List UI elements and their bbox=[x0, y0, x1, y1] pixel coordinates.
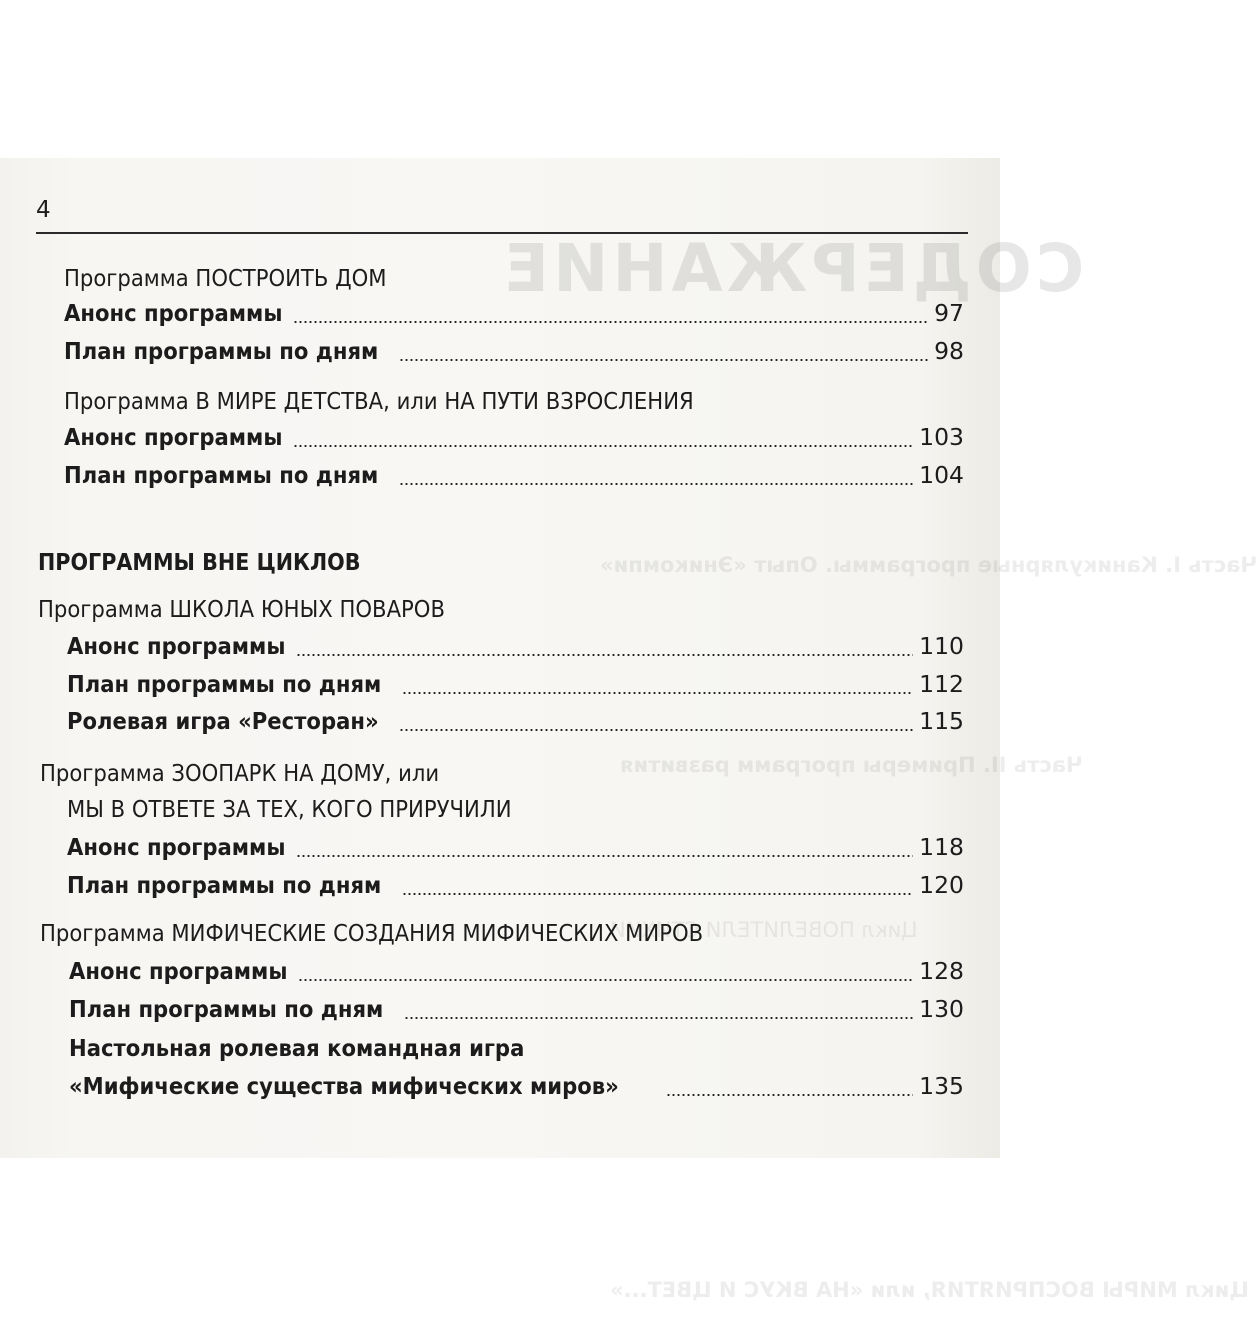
program-title: Программа ПОСТРОИТЬ ДОМ bbox=[64, 266, 387, 292]
toc-entry-row bbox=[0, 992, 1000, 1026]
leader-dots bbox=[399, 359, 928, 361]
section-heading: ПРОГРАММЫ ВНЕ ЦИКЛОВ bbox=[38, 548, 361, 576]
toc-entry-row bbox=[0, 458, 1000, 492]
toc-entry-announce[interactable] bbox=[64, 296, 964, 330]
page-reference: 104 bbox=[919, 461, 964, 489]
entry-label: «Мифические существа мифических миров» bbox=[69, 1072, 619, 1100]
leader-dots bbox=[402, 893, 913, 895]
program-title: Программа ШКОЛА ЮНЫХ ПОВАРОВ bbox=[38, 597, 445, 623]
leader-dots bbox=[296, 654, 913, 656]
toc-entry-board-game[interactable] bbox=[69, 1069, 964, 1103]
leader-dots bbox=[404, 1017, 913, 1019]
entry-label: Анонс программы bbox=[64, 299, 283, 327]
bleed-through-title: СОДЕРЖАНИЕ bbox=[500, 230, 1085, 307]
toc-entry-row bbox=[0, 334, 1000, 368]
toc-program-title-row bbox=[0, 593, 1000, 627]
leader-dots bbox=[399, 483, 913, 485]
entry-label: Анонс программы bbox=[67, 632, 286, 660]
toc-entry-row bbox=[0, 629, 1000, 663]
toc-entry-row bbox=[0, 420, 1000, 454]
toc-entry-plan[interactable] bbox=[64, 334, 964, 368]
entry-label: Анонс программы bbox=[69, 957, 288, 985]
header-rule bbox=[36, 232, 968, 234]
page-reference: 97 bbox=[934, 299, 964, 327]
page-reference: 118 bbox=[919, 833, 964, 861]
leader-dots bbox=[666, 1094, 913, 1096]
program-title: Программа В МИРЕ ДЕТСТВА, или НА ПУТИ ВЗРОСЛЕНИЯ bbox=[64, 389, 694, 415]
entry-label: Ролевая игра «Ресторан» bbox=[67, 707, 379, 735]
bleed-through-line: Часть II. Примеры программ развития bbox=[620, 753, 1083, 777]
bleed-through-line: Часть I. Каникулярные программы. Опыт «Эникомпи» bbox=[600, 553, 1257, 577]
toc-entry-plan[interactable] bbox=[67, 667, 964, 701]
toc-entry-plan[interactable] bbox=[67, 868, 964, 902]
toc-program-title-row bbox=[0, 262, 1000, 296]
entry-label-line[interactable]: Настольная ролевая командная игра bbox=[69, 1034, 525, 1062]
leader-dots bbox=[296, 855, 913, 857]
toc-entry-row bbox=[0, 296, 1000, 330]
toc-program-title-row bbox=[0, 793, 1000, 827]
toc-program-title-row bbox=[0, 385, 1000, 419]
toc-entry-row bbox=[0, 954, 1000, 988]
bleed-through-line: Цикл ПОВЕЛИТЕЛИ СТИХИИ bbox=[610, 918, 918, 942]
program-title-continuation: МЫ В ОТВЕТЕ ЗА ТЕХ, КОГО ПРИРУЧИЛИ bbox=[67, 797, 512, 823]
toc-entry-announce[interactable] bbox=[69, 954, 964, 988]
page-reference: 110 bbox=[919, 632, 964, 660]
toc-entry-row bbox=[0, 704, 1000, 738]
entry-label: Анонс программы bbox=[67, 833, 286, 861]
toc-entry-plan[interactable] bbox=[64, 458, 964, 492]
toc-section-row bbox=[0, 545, 1000, 579]
toc-entry-roleplay[interactable] bbox=[67, 704, 964, 738]
toc-entry-announce[interactable] bbox=[64, 420, 964, 454]
toc-program-title-row bbox=[0, 917, 1000, 951]
toc-entry-row bbox=[0, 1069, 1000, 1103]
page-reference: 103 bbox=[919, 423, 964, 451]
page-reference: 135 bbox=[919, 1072, 964, 1100]
program-title: Программа МИФИЧЕСКИЕ СОЗДАНИЯ МИФИЧЕСКИХ МИРОВ bbox=[40, 921, 704, 947]
toc-program-title-row bbox=[0, 757, 1000, 791]
leader-dots bbox=[293, 445, 913, 447]
entry-label: Анонс программы bbox=[64, 423, 283, 451]
entry-label: План программы по дням bbox=[67, 871, 382, 899]
toc-entry-announce[interactable] bbox=[67, 629, 964, 663]
leader-dots bbox=[298, 979, 913, 981]
toc-entry-announce[interactable] bbox=[67, 830, 964, 864]
entry-label: План программы по дням bbox=[67, 670, 382, 698]
toc-entry-row bbox=[0, 667, 1000, 701]
toc-entry-row bbox=[0, 1031, 1000, 1065]
toc-entry-row bbox=[0, 830, 1000, 864]
program-title: Программа ЗООПАРК НА ДОМУ, или bbox=[40, 761, 440, 787]
entry-label: План программы по дням bbox=[64, 337, 379, 365]
leader-dots bbox=[402, 692, 913, 694]
page-reference: 128 bbox=[919, 957, 964, 985]
page-reference: 115 bbox=[919, 707, 964, 735]
toc-entry-plan[interactable] bbox=[69, 992, 964, 1026]
page-number: 4 bbox=[36, 197, 51, 223]
page-reference: 112 bbox=[919, 670, 964, 698]
entry-label: План программы по дням bbox=[64, 461, 379, 489]
bleed-through-line: Цикл МИРЫ ВОСПРИЯТИЯ, или «НА ВКУС И ЦВЕТ...» bbox=[610, 1278, 1249, 1302]
toc-entry-row bbox=[0, 868, 1000, 902]
entry-label: План программы по дням bbox=[69, 995, 384, 1023]
leader-dots bbox=[399, 729, 913, 731]
leader-dots bbox=[293, 321, 928, 323]
page-reference: 130 bbox=[919, 995, 964, 1023]
page-reference: 120 bbox=[919, 871, 964, 899]
page-reference: 98 bbox=[934, 337, 964, 365]
